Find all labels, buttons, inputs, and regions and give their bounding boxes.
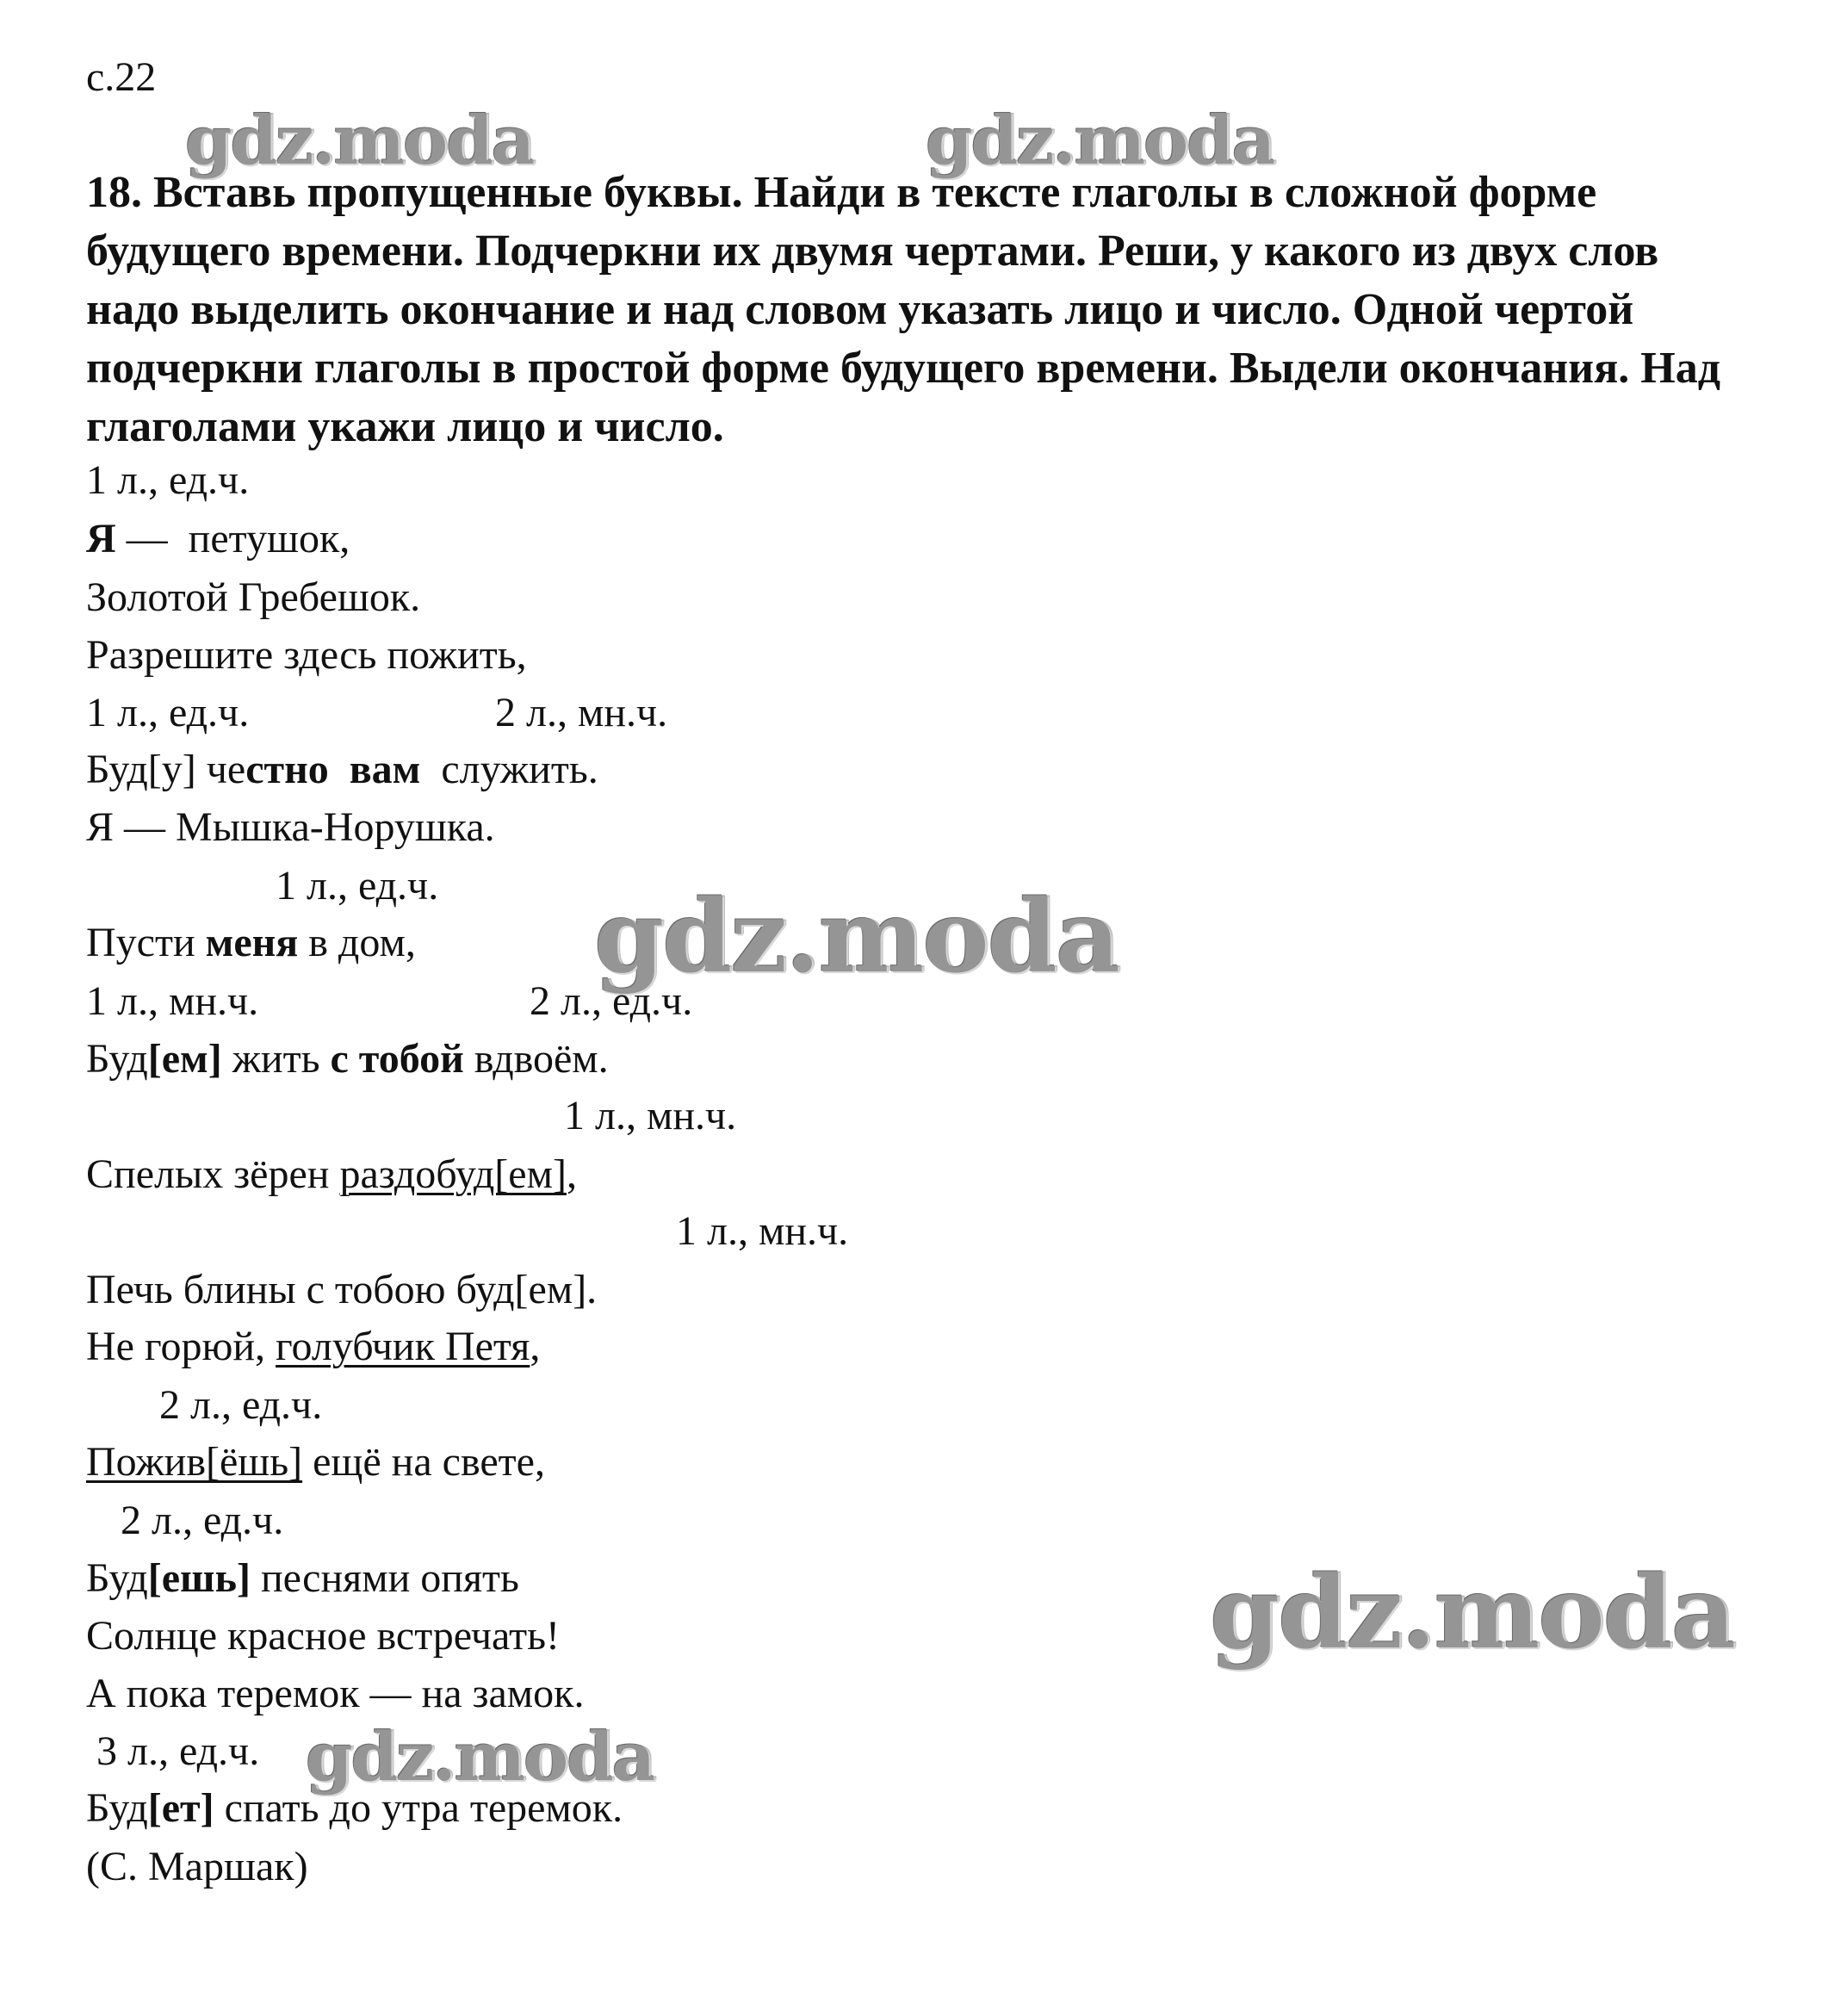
poem-text: служить. (420, 747, 598, 792)
poem-bold: Я (86, 516, 116, 561)
poem-line (86, 1035, 609, 1083)
annotation: 1 л., ед.ч. (276, 863, 439, 909)
poem-text: в дом, (298, 920, 416, 965)
underlined-verb: раздобуд[ем] (339, 1151, 567, 1197)
annotation: 2 л., ед.ч. (530, 978, 693, 1024)
underlined-phrase: голубчик Петя (276, 1324, 530, 1369)
watermark: gdz.moda (926, 102, 1274, 180)
annotation: 3 л., ед.ч. (96, 1728, 260, 1774)
poem-text: Спелых зёрен (86, 1151, 340, 1197)
poem-text: Не горюй, (86, 1324, 276, 1369)
annotation: 1 л., ед.ч. (86, 690, 250, 735)
poem-text (329, 747, 350, 792)
poem-bold: меня (205, 920, 299, 965)
poem-text: , (530, 1324, 541, 1369)
poem-line: Разрешите здесь пожить, (86, 632, 527, 678)
poem-line (86, 919, 416, 967)
poem-line (86, 1151, 577, 1199)
poem-text: — петушок, (115, 516, 350, 561)
watermark: gdz.moda (306, 1718, 654, 1796)
poem-text: ещё на свете, (302, 1439, 545, 1485)
poem-line: Печь блины с тобою буд[ем]. (86, 1267, 598, 1312)
task-number: 18. (86, 168, 142, 217)
poem-line: Солнце красное встречать! (86, 1613, 560, 1659)
task-text: Вставь пропущенные буквы. Найди в тексте глаголы в сложной форме будущего времени. Подчеркни их двумя чертами. Реши, у какого из двух слов надо выделить окончание и над словом указать лицо и число. Одной чертой подчеркни глаголы в простой форме будущего времени. Выдели окончания. Над глаголами укажи лицо и число. (86, 168, 1721, 451)
underlined-verb: Пожив[ёшь] (86, 1439, 303, 1485)
poem-bold: с тобой (330, 1036, 464, 1082)
poem-line (86, 1784, 623, 1833)
annotation: 1 л., мн.ч. (86, 978, 259, 1024)
annotation: 1 л., мн.ч. (676, 1208, 849, 1254)
watermark: gdz.moda (185, 102, 534, 180)
poem-text: спать до утра теремок. (214, 1785, 623, 1831)
poem-text: , (566, 1151, 577, 1197)
poem-bold: вам (349, 747, 421, 792)
poem-line (86, 1323, 540, 1371)
poem-text: вдвоём. (463, 1036, 609, 1082)
poem-line (86, 746, 598, 794)
poem-line: Золотой Гребешок. (86, 574, 421, 620)
poem-text: Пусти (86, 920, 206, 965)
poem-bold: [ет] (147, 1785, 214, 1831)
annotation: 2 л., ед.ч. (121, 1498, 284, 1543)
annotation: 1 л., ед.ч. (86, 457, 250, 503)
poem-line (86, 515, 350, 563)
annotation: 1 л., мн.ч. (564, 1093, 737, 1138)
poem-author: (С. Маршак) (86, 1844, 308, 1889)
annotation: 2 л., ед.ч. (159, 1382, 323, 1428)
poem-text: Буд (86, 1555, 148, 1601)
poem-text: песнями опять (250, 1555, 519, 1601)
task-statement (86, 164, 1748, 456)
poem-text: Буд[у] че (86, 747, 246, 792)
poem-line (86, 1554, 519, 1603)
poem-line (86, 1438, 545, 1486)
poem-bold: [ем] (147, 1036, 222, 1082)
poem-bold: стно (245, 747, 329, 792)
page-number: с.22 (86, 54, 157, 100)
annotation: 2 л., мн.ч. (495, 690, 668, 735)
poem-text: жить (221, 1036, 331, 1082)
poem-line: Я — Мышка-Норушка. (86, 804, 495, 850)
poem-text: Буд (86, 1036, 148, 1082)
watermark: gdz.moda (594, 878, 1119, 996)
poem-bold: [ешь] (147, 1555, 251, 1601)
watermark: gdz.moda (1210, 1554, 1734, 1672)
poem-line: А пока теремок — на замок. (86, 1671, 585, 1716)
poem-text: Буд (86, 1785, 148, 1831)
